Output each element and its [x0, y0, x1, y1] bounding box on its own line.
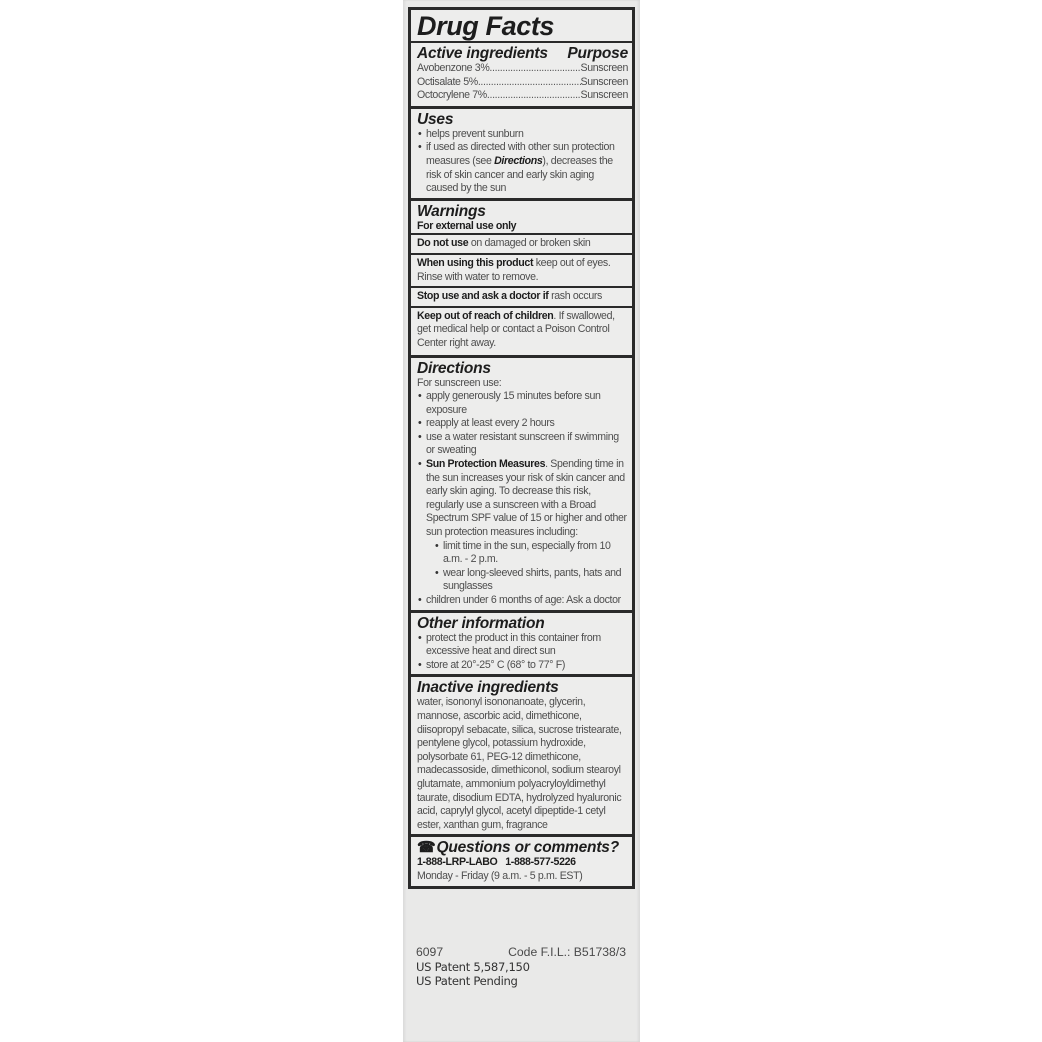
uses-text: ), decreases the risk of skin cancer and early skin aging caused by the sun [426, 154, 613, 195]
inactive-ingredients-heading: Inactive ingredients [417, 679, 559, 697]
package-footer [416, 945, 626, 989]
stop-use-warning [411, 286, 632, 306]
when-using-warning [411, 253, 632, 286]
active-ingredients-section [411, 41, 632, 105]
leader-dots [489, 62, 580, 76]
phone-numbers [417, 856, 628, 870]
drug-facts-title: Drug Facts [417, 11, 555, 41]
ingredient-name: Octocrylene 7% [417, 89, 487, 102]
uses-item: • helps prevent sunburn [417, 128, 628, 142]
ingredient-name: Octisalate 5% [417, 75, 478, 88]
questions-heading: Questions or comments? [436, 839, 619, 857]
patent-pending: US Patent Pending [416, 974, 518, 989]
other-info-item: • protect the product in this container from excessive heat and direct sun [417, 632, 628, 659]
questions-heading-row [417, 839, 628, 856]
directions-item: • children under 6 months of age: Ask a doctor [417, 594, 628, 608]
uses-item [417, 141, 628, 195]
support-hours: Monday - Friday (9 a.m. - 5 p.m. EST) [417, 869, 583, 882]
spm-text: . Spending time in the sun increases your risk of skin cancer and early skin aging. To decrease this risk, regularly use a sunscreen with a Broad Spectrum SPF value of 15 or higher and other sun protection measures including: [426, 458, 627, 539]
other-information-heading: Other information [417, 614, 545, 632]
other-info-item: • store at 20°-25° C (68° to 77° F) [417, 659, 628, 673]
directions-heading: Directions [417, 359, 491, 377]
phone-icon: ☎ [417, 839, 436, 857]
inactive-ingredients-list: water, isononyl isononanoate, glycerin, mannose, ascorbic acid, dimethicone, diisopropyl sebacate, silica, sucrose tristearate, pentylene glycol, potassium hydroxide, polysorbate 61, PEG-12 dimethicone, madecassoside, dimethiconol, sodium stearoyl glutamate, ammonium polyacryloyldimethyl taurate, disodium EDTA, hydrolyzed hyaluronic acid, caprylyl glycol, acetyl dipeptide-1 cetyl ester, xanthan gum, fragrance [417, 696, 622, 831]
patent-number: US Patent 5,587,150 [416, 959, 530, 974]
warnings-section [411, 201, 632, 355]
leader-dots [478, 76, 581, 90]
directions-section [411, 358, 632, 610]
uses-section [411, 109, 632, 198]
warning-text: on damaged or broken skin [468, 237, 591, 250]
ingredient-name: Avobenzone 3% [417, 62, 490, 74]
external-use-warning: For external use only [417, 219, 517, 232]
directions-item: • use a water resistant sunscreen if swimming or sweating [417, 431, 628, 458]
spm-sub-item: • wear long-sleeved shirts, pants, hats and sunglasses [434, 567, 628, 594]
uses-heading: Uses [417, 110, 454, 128]
drug-facts-label [408, 7, 635, 889]
spm-label: Sun Protection Measures [426, 458, 546, 471]
warning-label: Keep out of reach of children [417, 309, 554, 322]
ingredient-purpose: Sunscreen [580, 62, 628, 74]
other-information-section [411, 613, 632, 675]
directions-intro: For sunscreen use: [417, 376, 502, 389]
phone-number-1: 1-888-LRP-LABO [417, 856, 498, 869]
purpose-heading: Purpose [567, 45, 628, 62]
warning-text: rash occurs [548, 290, 602, 303]
keep-out-warning [411, 306, 632, 353]
warning-label: Stop use and ask a doctor if [417, 290, 549, 303]
lot-number: 6097 [416, 945, 444, 959]
do-not-use-warning [411, 233, 632, 253]
inactive-ingredients-section [411, 677, 632, 834]
warning-label: Do not use [417, 237, 469, 250]
warning-text: . If swallowed, get medical help or contact a Poison Control Center right away. [417, 309, 615, 349]
drug-facts-title-section [411, 10, 632, 106]
directions-item: • reapply at least every 2 hours [417, 417, 628, 431]
spm-sub-item: • limit time in the sun, especially from 10 a.m. - 2 p.m. [434, 540, 628, 567]
sun-protection-measures-item [417, 458, 628, 594]
ingredient-purpose: Sunscreen [580, 75, 628, 88]
directions-reference: Directions [494, 154, 543, 167]
ingredient-purpose: Sunscreen [580, 89, 628, 102]
ingredient-row [417, 89, 628, 103]
warnings-heading: Warnings [417, 202, 486, 220]
phone-number-2: 1-888-577-5226 [505, 856, 576, 869]
ingredient-row [417, 62, 628, 76]
leader-dots [487, 89, 581, 103]
warning-text: keep out of eyes. Rinse with water to remove. [417, 256, 611, 283]
fil-code: Code F.I.L.: B51738/3 [508, 945, 626, 959]
warning-label: When using this product [417, 256, 534, 269]
directions-item: • apply generously 15 minutes before sun exposure [417, 390, 628, 417]
ingredient-row [417, 76, 628, 90]
active-ingredients-heading: Active ingredients [417, 45, 548, 62]
uses-text: if used as directed with other sun protection measures (see [426, 141, 615, 167]
questions-section [411, 837, 632, 885]
